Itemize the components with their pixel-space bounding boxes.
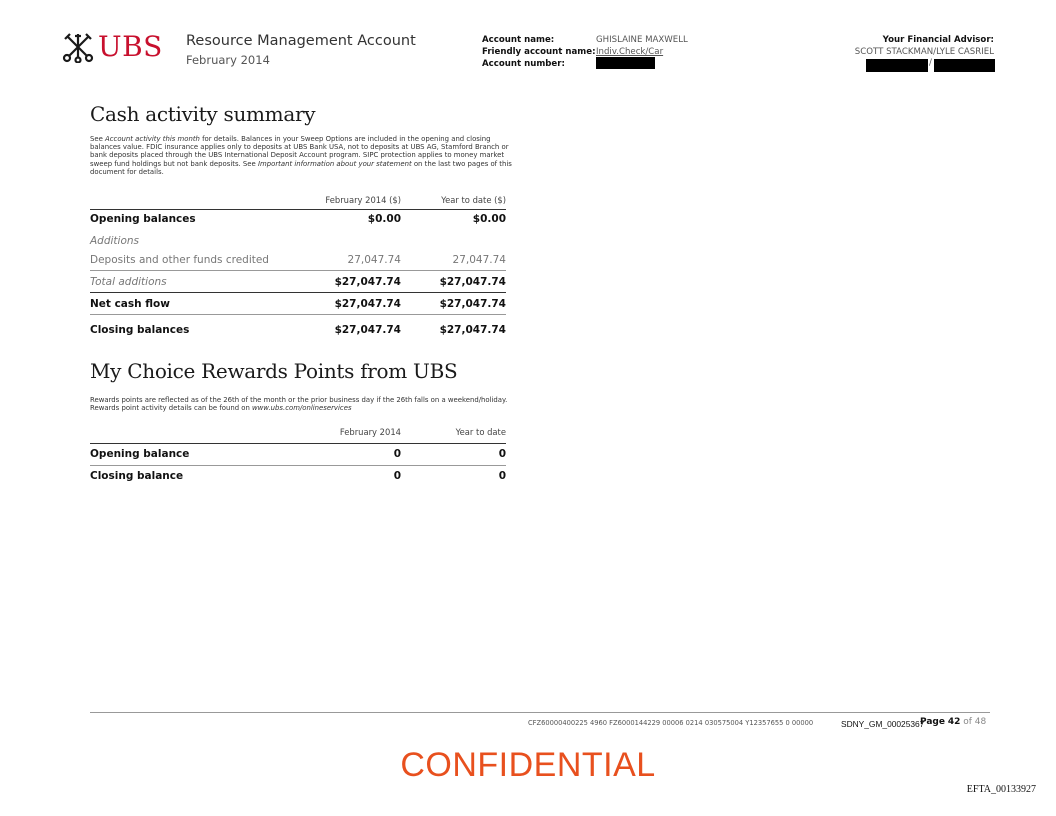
efta-number: EFTA_00133927 bbox=[966, 784, 1036, 795]
intro-text: on the last two pages of this document for details. bbox=[90, 159, 512, 176]
table-row bbox=[90, 466, 506, 486]
account-name-value: GHISLAINE MAXWELL bbox=[596, 35, 688, 45]
row-ytd-value: 27,047.74 bbox=[452, 254, 506, 266]
table-row bbox=[90, 444, 506, 464]
intro-text: for details. Balances in your Sweep Options are included in the opening and closing balances value. FDIC insurance applies only to deposits at UBS Bank USA, not to deposits at UBS AG, Stamford Branch or bank deposits placed through the UBS International Deposit Account program. SIPC protection applies to money market sweep fund holdings but not bank deposits. See bbox=[90, 135, 509, 168]
friendly-name-value: Indiv.Check/Car bbox=[596, 47, 664, 57]
financial-advisor bbox=[855, 34, 994, 58]
account-labels bbox=[482, 34, 596, 70]
table-row bbox=[90, 250, 506, 270]
advisor-label: Your Financial Advisor: bbox=[882, 35, 994, 45]
rewards-intro bbox=[90, 396, 510, 412]
bates-stamp: SDNY_GM_00025367 bbox=[841, 719, 925, 729]
page-indicator bbox=[920, 717, 986, 727]
row-month-value: 27,047.74 bbox=[347, 254, 401, 266]
column-header-ytd: Year to date bbox=[455, 427, 506, 437]
keys-logo-icon bbox=[62, 31, 94, 63]
row-month-value: $27,047.74 bbox=[334, 324, 401, 336]
table-row bbox=[90, 209, 506, 229]
footer-codes: CFZ60000400225 4960 FZ6000144229 00006 0214 030575004 Y12357655 0 00000 bbox=[528, 719, 814, 727]
account-number-label: Account number: bbox=[482, 59, 565, 69]
ubs-logo bbox=[62, 30, 163, 63]
account-number-redaction bbox=[596, 57, 655, 69]
column-header-month: February 2014 ($) bbox=[325, 195, 401, 205]
row-label: Net cash flow bbox=[90, 298, 170, 310]
online-services-link: www.ubs.com/onlineservices bbox=[252, 404, 352, 413]
row-month-value: $0.00 bbox=[367, 213, 401, 225]
table-divider bbox=[90, 292, 506, 293]
row-label: Total additions bbox=[90, 276, 167, 288]
cash-summary-title: Cash activity summary bbox=[90, 102, 316, 126]
document-title: Resource Management Account bbox=[186, 33, 416, 49]
row-label: Closing balance bbox=[90, 470, 184, 482]
row-ytd-value: 0 bbox=[498, 448, 506, 460]
table-divider bbox=[90, 270, 506, 271]
account-values bbox=[596, 34, 688, 58]
footer-rule bbox=[90, 712, 990, 713]
row-label: Closing balances bbox=[90, 324, 190, 336]
account-name-label: Account name: bbox=[482, 35, 555, 45]
friendly-name-label: Friendly account name: bbox=[482, 47, 596, 57]
rewards-title: My Choice Rewards Points from UBS bbox=[90, 359, 458, 383]
table-row bbox=[90, 272, 506, 292]
table-row bbox=[90, 294, 506, 314]
table-divider bbox=[90, 314, 506, 315]
intro-text: Rewards points are reflected as of the 26th of the month or the prior business day if the 26th falls on a weekend/holiday. Rewards point activity details can be found on bbox=[90, 396, 508, 413]
row-label: Opening balances bbox=[90, 213, 196, 225]
table-header-row bbox=[90, 191, 506, 211]
page-number: 42 bbox=[947, 717, 961, 727]
row-ytd-value: $0.00 bbox=[472, 213, 506, 225]
table-row bbox=[90, 320, 506, 340]
row-ytd-value: $27,047.74 bbox=[439, 276, 506, 288]
row-month-value: 0 bbox=[393, 470, 401, 482]
row-month-value: $27,047.74 bbox=[334, 276, 401, 288]
statement-period: February 2014 bbox=[186, 53, 270, 67]
page-total: of 48 bbox=[963, 717, 987, 727]
advisor-separator: / bbox=[929, 58, 932, 68]
confidential-watermark: CONFIDENTIAL bbox=[400, 746, 656, 784]
table-row bbox=[90, 231, 506, 251]
column-header-ytd: Year to date ($) bbox=[441, 195, 506, 205]
intro-link-account-activity: Account activity this month bbox=[105, 135, 200, 143]
table-header-row bbox=[90, 423, 506, 443]
page-label: Page bbox=[920, 717, 945, 727]
advisor-name: SCOTT STACKMAN/LYLE CASRIEL bbox=[854, 47, 994, 57]
row-month-value: 0 bbox=[393, 448, 401, 460]
intro-text: See bbox=[90, 135, 106, 143]
column-header-month: February 2014 bbox=[339, 427, 401, 437]
cash-summary-intro bbox=[90, 135, 520, 176]
row-label: Opening balance bbox=[90, 448, 190, 460]
row-label: Additions bbox=[90, 235, 140, 247]
intro-link-important-info: Important information about your statement bbox=[257, 159, 412, 168]
advisor-redaction-1 bbox=[866, 59, 928, 72]
row-month-value: $27,047.74 bbox=[334, 298, 401, 310]
advisor-redaction-2 bbox=[934, 59, 995, 72]
row-ytd-value: $27,047.74 bbox=[439, 298, 506, 310]
logo-text: UBS bbox=[98, 30, 163, 63]
row-ytd-value: 0 bbox=[498, 470, 506, 482]
row-ytd-value: $27,047.74 bbox=[439, 324, 506, 336]
row-label: Deposits and other funds credited bbox=[90, 254, 269, 266]
